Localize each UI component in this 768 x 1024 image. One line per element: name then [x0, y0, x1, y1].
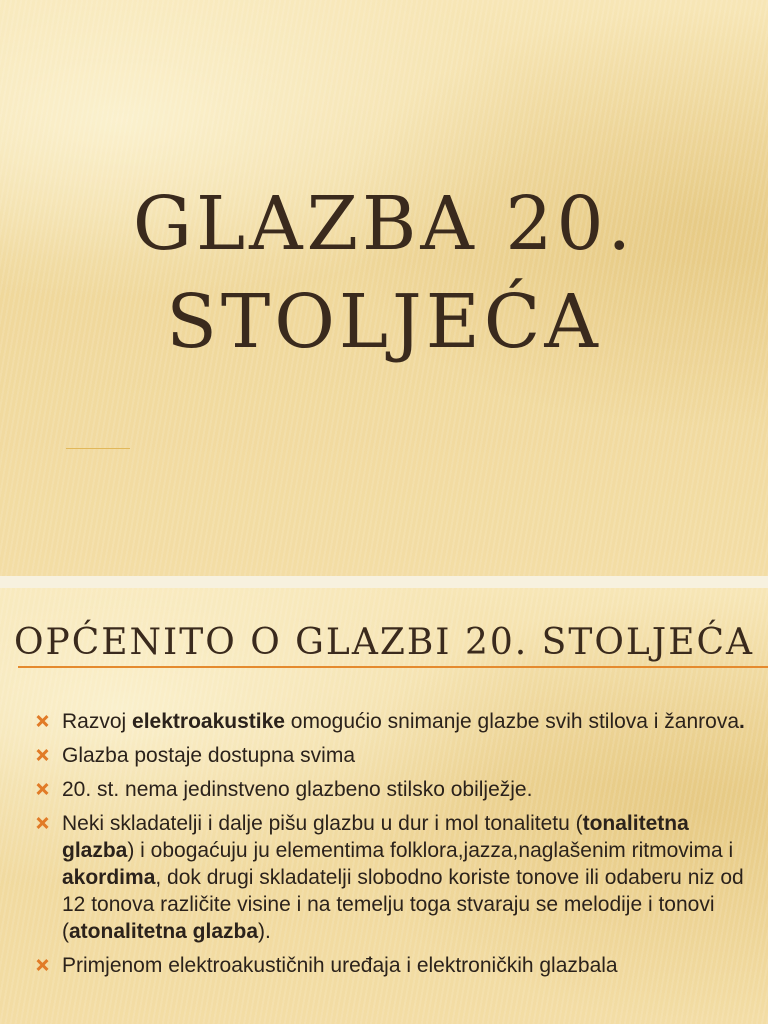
- slide-heading: OPĆENITO O GLAZBI 20. STOLJEĆA: [13, 622, 755, 663]
- title-underline: [66, 448, 130, 449]
- slide-title-line-1: GLAZBA 20.: [132, 181, 636, 267]
- list-item: 20. st. nema jedinstveno glazbeno stilsko obilježje.: [36, 776, 748, 803]
- slide-title-line-2: STOLJEĆA: [166, 279, 602, 365]
- bullet-list: [36, 708, 748, 986]
- x-bullet-icon: [36, 959, 48, 971]
- list-item: Glazba postaje dostupna svima: [36, 742, 748, 769]
- heading-underline: [18, 666, 768, 668]
- content-slide: [0, 588, 768, 1024]
- x-bullet-icon: [36, 817, 48, 829]
- x-bullet-icon: [36, 783, 48, 795]
- x-bullet-icon: [36, 715, 48, 727]
- x-bullet-icon: [36, 749, 48, 761]
- list-item: Primjenom elektroakustičnih uređaja i elektroničkih glazbala: [36, 952, 748, 979]
- list-item: Neki skladatelji i dalje pišu glazbu u dur i mol tonalitetu (tonalitetna glazba) i obogaćuju ju elementima folklora,jazza,naglašenim ritmovima i akordima, dok drugi skladatelji slobodno koriste tonove ili odaberu niz od 12 tonova različite visine i na temelju toga stvaraju se melodije i tonovi (atonalitetna glazba).: [36, 810, 748, 945]
- slide-title: [0, 175, 768, 371]
- list-item: Razvoj elektroakustike omogućio snimanje glazbe svih stilova i žanrova.: [36, 708, 748, 735]
